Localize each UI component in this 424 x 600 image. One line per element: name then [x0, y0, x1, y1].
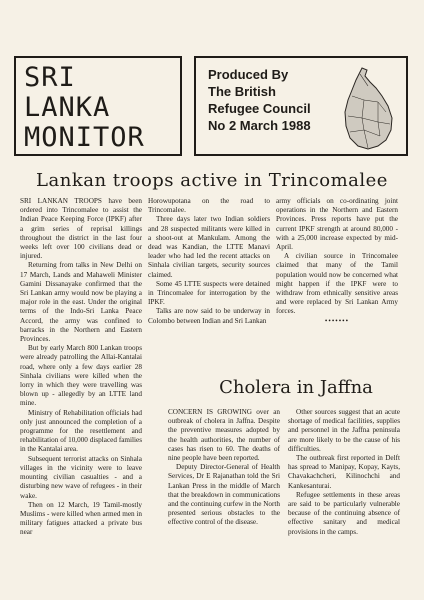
title-line: SRI [24, 62, 76, 93]
paragraph: A civilian source in Trincomalee claimed that many of the Tamil population would now be concerned what might happen if the IPKF were to withdraw from ethnically sensitive areas and were replaced by Sri Lankan Army forces. [276, 252, 398, 316]
masthead [14, 56, 408, 158]
article1-column-2 [148, 197, 270, 326]
publisher-line: Produced By [208, 67, 289, 82]
paragraph: SRI LANKAN TROOPS have been ordered into Trincomalee to assist the Indian Peace Keeping Force (IPKF) after a grim series of reprisal killings throughout the district in the last four weeks left over 100 civilians dead or injured. [20, 197, 142, 261]
issue-date: No 2 March 1988 [208, 118, 311, 133]
paragraph: Then on 12 March, 19 Tamil-mostly Muslims - were killed when armed men in military fatigues attacked a private bus near [20, 500, 142, 537]
sri-lanka-map-icon [334, 66, 400, 152]
paragraph: Refugee settlements in these areas are said to be particularly vulnerable because of the continuing absence of effective sanitary and medical provisions in the camps. [288, 490, 400, 536]
paragraph: Ministry of Rehabilitation officials had only just announced the completion of a programme for the resettlement and rehabilitation of 10,000 displaced families in the Kantalai area. [20, 408, 142, 454]
paragraph: The outbreak first reported in Delft has spread to Manipay, Kopay, Kayts, Chavakachcheri, Kilinochchi and Kankesanturai. [288, 454, 400, 490]
paragraph: army officials on co-ordinating joint operations in the Northern and Eastern Provinces. Press reports have put the current IPKF strength at around 80,000 - with a 25,000 increase expected by mid-April. [276, 197, 398, 252]
paragraph: Deputy Director-General of Health Services, Dr E Rajanathan told the Sri Lankan Press in the middle of March that the breakdown in communications and the continuing curfew in the North presented serious obstacles to the effective control of the disease. [168, 463, 280, 527]
publisher-text [208, 66, 323, 134]
article1-column-3 [276, 197, 398, 326]
end-mark: ••••••• [324, 316, 350, 325]
article2-column-2 [288, 408, 400, 537]
paragraph: Three days later two Indian soldiers and 28 suspected militants were killed in a shoot-out at Mankulam. Among the dead was Kandian, the LTTE Manavi leader who had led the recent attacks on Sinhala civilian targets, security sources claimed. [148, 215, 270, 279]
masthead-title-box [14, 56, 182, 156]
title-line: LANKA [24, 92, 111, 123]
paragraph: CONCERN IS GROWING over an outbreak of cholera in Jaffna. Despite the preventive measures adopted by the health authorities, the number of cases has risen to 60. The deaths of nine people have been reported. [168, 408, 280, 463]
title-line: MONITOR [24, 122, 145, 153]
paragraph: Subsequent terrorist attacks on Sinhala villages in the vicinity were to leave mounting civilian casualties - and a disturbing new wave of refugees - in their wake. [20, 454, 142, 500]
paragraph: Returning from talks in New Delhi on 17 March, Lands and Mahaweli Minister Gamini Dissanayake confirmed that the Sri Lankan army would now be playing a major role in the east. Under the original terms of the Indo-Sri Lanka Peace Accord, the army was confined to barracks in the Northern and Eastern Provinces. [20, 261, 142, 344]
masthead-publisher-box [194, 56, 408, 156]
paragraph: Other sources suggest that an acute shortage of medical facilities, supplies and personnel in the Jaffna peninsula are more likely to be the cause of his difficulties. [288, 408, 400, 453]
article2-column-1 [168, 408, 280, 528]
paragraph: But by early March 800 Lankan troops were already patrolling the Allai-Kantalai road, where only a few days earlier 28 Sinhala civilians were killed when the lorry in which they were travelling was blown up - allegedly by an LTTE land mine. [20, 344, 142, 408]
publisher-line: The British [208, 84, 276, 99]
paragraph: Talks are now said to be underway in Colombo between Indian and Sri Lankan [148, 307, 270, 325]
paragraph: Some 45 LTTE suspects were detained in Trincomalee for interrogation by the IPKF. [148, 279, 270, 307]
article-headline-trincomalee: Lankan troops active in Trincomalee [36, 170, 388, 191]
paragraph: Horowupotana on the road to Trincomalee. [148, 197, 270, 215]
article1-column-1 [20, 197, 142, 538]
article-headline-cholera: Cholera in Jaffna [219, 377, 373, 398]
publisher-line: Refugee Council [208, 101, 311, 116]
